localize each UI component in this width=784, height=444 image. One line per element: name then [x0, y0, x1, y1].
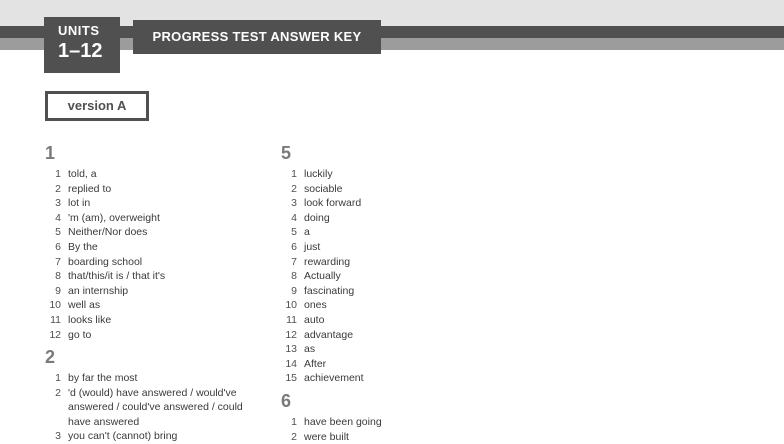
answer-item — [281, 269, 511, 284]
answer-item — [281, 342, 511, 357]
answer-text: looks like — [68, 313, 112, 326]
answer-text: auto — [304, 313, 325, 326]
units-badge — [44, 17, 120, 73]
answer-item — [281, 313, 511, 328]
answer-text: By the — [68, 240, 98, 253]
answer-text: achievement — [304, 372, 364, 385]
units-range: 1–12 — [58, 40, 103, 62]
answer-number: 4 — [55, 211, 61, 224]
section-1 — [45, 142, 260, 342]
answer-list — [45, 371, 260, 444]
answer-number: 11 — [50, 313, 61, 326]
answer-number: 2 — [55, 182, 61, 195]
page-title: PROGRESS TEST ANSWER KEY — [133, 20, 381, 54]
answer-number: 12 — [285, 328, 297, 341]
answer-number: 3 — [55, 430, 61, 443]
answer-item — [45, 269, 260, 284]
answer-text: advantage — [304, 328, 354, 341]
answer-text: as — [304, 343, 316, 356]
answer-number: 5 — [291, 226, 297, 239]
answer-number: 4 — [291, 211, 297, 224]
answer-item — [45, 182, 260, 197]
answer-number: 2 — [291, 430, 297, 443]
answer-text: lot in — [68, 197, 91, 210]
answer-number: 2 — [291, 182, 297, 195]
answer-number: 12 — [49, 328, 61, 341]
answer-item — [45, 371, 260, 386]
answer-number: 8 — [291, 270, 297, 283]
answer-item — [281, 196, 511, 211]
answer-number: 9 — [291, 284, 297, 297]
section-number: 6 — [281, 391, 292, 411]
answer-item — [281, 182, 511, 197]
answer-text: just — [304, 240, 321, 253]
answer-item — [45, 225, 260, 240]
answer-text: look forward — [304, 197, 362, 210]
answer-text: Neither/Nor does — [68, 226, 148, 239]
answer-item — [45, 240, 260, 255]
answer-number: 6 — [291, 240, 297, 253]
answer-text: luckily — [304, 168, 333, 180]
answer-text: fascinating — [304, 284, 355, 297]
answer-number: 1 — [291, 168, 297, 180]
section-5 — [281, 142, 511, 386]
answer-item — [45, 196, 260, 211]
answer-item — [45, 211, 260, 226]
answer-item — [45, 386, 260, 430]
answer-text: sociable — [304, 182, 343, 195]
answer-number: 2 — [55, 386, 61, 399]
answer-item — [45, 167, 260, 182]
answer-list — [281, 415, 511, 444]
answer-item — [281, 298, 511, 313]
answer-text: Actually — [304, 270, 341, 283]
answer-number: 11 — [286, 313, 297, 326]
answer-item — [45, 313, 260, 328]
answer-number: 9 — [55, 284, 61, 297]
answer-number: 6 — [55, 240, 61, 253]
answer-list — [45, 167, 260, 342]
answer-item — [281, 225, 511, 240]
answer-text: rewarding — [304, 255, 351, 268]
answer-item — [45, 328, 260, 343]
answer-number: 1 — [55, 372, 61, 384]
answer-text: doing — [304, 211, 330, 224]
answer-item — [45, 284, 260, 299]
answer-item — [281, 284, 511, 299]
answer-text: After — [304, 357, 327, 370]
answer-item — [281, 415, 511, 430]
answer-text: ones — [304, 299, 327, 312]
answer-text: go to — [68, 328, 92, 341]
answer-number: 1 — [291, 416, 297, 428]
answer-item — [281, 167, 511, 182]
answer-number: 5 — [55, 226, 61, 239]
section-2 — [45, 346, 260, 444]
answer-item — [281, 430, 511, 444]
answer-text: replied to — [68, 182, 112, 195]
answer-item — [45, 429, 260, 444]
answer-number: 7 — [291, 255, 297, 268]
answer-number: 7 — [55, 255, 61, 268]
answer-text: 'm (am), overweight — [68, 211, 160, 224]
answer-number: 13 — [285, 343, 297, 356]
section-6 — [281, 390, 511, 444]
answer-text: an internship — [68, 284, 129, 297]
answer-item — [281, 371, 511, 386]
answer-number: 14 — [285, 357, 297, 370]
answer-number: 15 — [285, 372, 297, 385]
answer-number: 8 — [55, 270, 61, 283]
answer-text: well as — [68, 299, 101, 312]
answer-text: boarding school — [68, 255, 143, 268]
units-label: UNITS — [58, 23, 100, 38]
answer-text: were built — [304, 430, 349, 443]
section-number: 2 — [45, 347, 56, 367]
answer-item — [281, 240, 511, 255]
answer-number: 10 — [49, 299, 61, 312]
section-number: 5 — [281, 143, 292, 163]
answer-text: have been going — [304, 416, 382, 428]
answer-number: 1 — [55, 168, 61, 180]
answer-number: 10 — [285, 299, 297, 312]
section-number: 1 — [45, 143, 56, 163]
answer-text: you can't (cannot) bring — [68, 430, 178, 443]
answer-item — [281, 357, 511, 372]
answer-number: 3 — [291, 197, 297, 210]
answer-text: 'd (would) have answered / would've answered / could've answered / could have answered — [68, 386, 243, 428]
answer-number: 3 — [55, 197, 61, 210]
answer-item — [45, 298, 260, 313]
answer-item — [45, 255, 260, 270]
version-label: version A — [45, 91, 149, 121]
answer-list — [281, 167, 511, 386]
answer-text: that/this/it is / that it's — [68, 270, 166, 283]
answer-text: by far the most — [68, 372, 138, 384]
answer-item — [281, 255, 511, 270]
answer-text: a — [304, 226, 310, 239]
answer-item — [281, 328, 511, 343]
answer-item — [281, 211, 511, 226]
answer-text: told, a — [68, 168, 97, 180]
